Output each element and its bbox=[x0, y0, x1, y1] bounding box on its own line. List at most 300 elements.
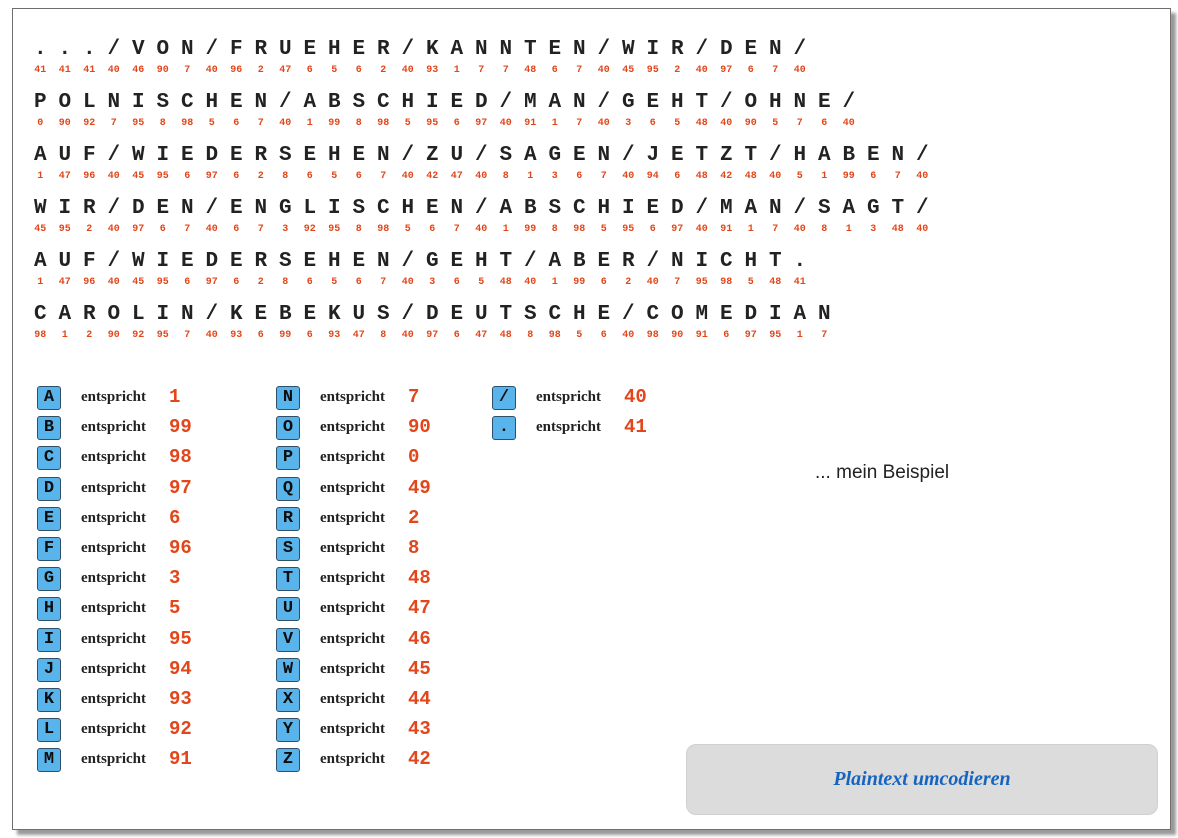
code-number: 6 bbox=[355, 277, 362, 288]
plain-char: E bbox=[646, 91, 660, 114]
cipher-token bbox=[273, 145, 298, 183]
cipher-token bbox=[175, 92, 200, 130]
letter-key: W bbox=[276, 658, 300, 682]
cipher-token bbox=[592, 145, 617, 183]
cipher-token bbox=[396, 39, 421, 77]
maps-to-label: entspricht bbox=[320, 449, 385, 465]
code-number: 90 bbox=[107, 330, 120, 341]
plain-char: / bbox=[768, 144, 782, 167]
cipher-token bbox=[861, 198, 886, 236]
plain-char: S bbox=[278, 144, 292, 167]
maps-to-label: entspricht bbox=[81, 540, 146, 556]
plain-char: / bbox=[499, 91, 513, 114]
plain-char: E bbox=[450, 250, 464, 273]
plain-char: / bbox=[621, 303, 635, 326]
cipher-token bbox=[690, 92, 715, 130]
cipher-token bbox=[494, 198, 519, 236]
maps-to-label: entspricht bbox=[320, 480, 385, 496]
cipher-token bbox=[837, 198, 862, 236]
code-number: 1 bbox=[845, 224, 852, 235]
maps-to-label: entspricht bbox=[320, 389, 385, 405]
code-number: 1 bbox=[821, 171, 828, 182]
cipher-token bbox=[812, 92, 837, 130]
cipher-token bbox=[77, 198, 102, 236]
code-number: 90 bbox=[58, 118, 71, 129]
plain-char: / bbox=[474, 197, 488, 220]
code-number: 8 bbox=[527, 330, 534, 341]
cipher-token bbox=[200, 145, 225, 183]
code-value: 97 bbox=[169, 477, 192, 499]
code-number: 6 bbox=[576, 171, 583, 182]
maps-to-label: entspricht bbox=[81, 661, 146, 677]
code-value: 43 bbox=[408, 718, 431, 740]
code-number: 92 bbox=[132, 330, 145, 341]
code-number: 5 bbox=[772, 118, 779, 129]
cipher-token bbox=[347, 304, 372, 342]
plain-char: / bbox=[107, 38, 121, 61]
cipher-token bbox=[126, 198, 151, 236]
cipher-token bbox=[126, 39, 151, 77]
plain-char: I bbox=[156, 303, 170, 326]
cipher-token bbox=[739, 304, 764, 342]
cipher-token bbox=[200, 304, 225, 342]
plain-char: R bbox=[82, 197, 96, 220]
code-number: 3 bbox=[625, 118, 632, 129]
plain-char: C bbox=[572, 197, 586, 220]
cipher-token bbox=[592, 251, 617, 289]
plain-char: I bbox=[768, 303, 782, 326]
plain-char: F bbox=[229, 38, 243, 61]
plain-char: R bbox=[376, 38, 390, 61]
maps-to-label: entspricht bbox=[536, 389, 601, 405]
code-number: 8 bbox=[380, 330, 387, 341]
code-number: 40 bbox=[205, 65, 218, 76]
cipher-token bbox=[249, 251, 274, 289]
plain-char: B bbox=[572, 250, 586, 273]
plain-char: H bbox=[572, 303, 586, 326]
cipher-token bbox=[690, 251, 715, 289]
cipher-token bbox=[714, 92, 739, 130]
cipher-token bbox=[273, 92, 298, 130]
plain-char: H bbox=[327, 144, 341, 167]
code-number: 6 bbox=[429, 224, 436, 235]
code-value: 41 bbox=[624, 416, 647, 438]
code-number: 8 bbox=[355, 224, 362, 235]
plain-char: Z bbox=[719, 144, 733, 167]
code-number: 6 bbox=[233, 118, 240, 129]
encoded-text bbox=[28, 39, 935, 357]
plain-char: E bbox=[425, 197, 439, 220]
code-number: 95 bbox=[769, 330, 782, 341]
code-number: 8 bbox=[355, 118, 362, 129]
plain-char: C bbox=[646, 303, 660, 326]
cipher-token bbox=[739, 198, 764, 236]
code-number: 7 bbox=[502, 65, 509, 76]
letter-key: G bbox=[37, 567, 61, 591]
cipher-token bbox=[788, 251, 813, 289]
code-number: 40 bbox=[769, 171, 782, 182]
plain-char: O bbox=[107, 303, 121, 326]
cipher-token bbox=[200, 251, 225, 289]
code-number: 40 bbox=[597, 118, 610, 129]
plain-char: / bbox=[107, 144, 121, 167]
code-number: 2 bbox=[86, 224, 93, 235]
cipher-token bbox=[469, 92, 494, 130]
cipher-token bbox=[420, 198, 445, 236]
code-number: 6 bbox=[355, 171, 362, 182]
cipher-token bbox=[322, 39, 347, 77]
plain-char: N bbox=[180, 303, 194, 326]
code-number: 40 bbox=[842, 118, 855, 129]
plain-char: . bbox=[33, 38, 47, 61]
code-number: 40 bbox=[695, 65, 708, 76]
plain-char: N bbox=[180, 38, 194, 61]
plain-char: / bbox=[205, 197, 219, 220]
code-number: 8 bbox=[502, 171, 509, 182]
plain-char: H bbox=[401, 91, 415, 114]
letter-key: . bbox=[492, 416, 516, 440]
code-number: 95 bbox=[426, 118, 439, 129]
code-value: 99 bbox=[169, 416, 192, 438]
code-number: 97 bbox=[205, 171, 218, 182]
code-number: 2 bbox=[257, 65, 264, 76]
code-number: 90 bbox=[671, 330, 684, 341]
code-number: 99 bbox=[279, 330, 292, 341]
code-number: 40 bbox=[646, 277, 659, 288]
plain-char: I bbox=[425, 91, 439, 114]
code-number: 1 bbox=[527, 171, 534, 182]
maps-to-label: entspricht bbox=[320, 631, 385, 647]
cipher-token bbox=[151, 145, 176, 183]
plain-char: D bbox=[205, 144, 219, 167]
encode-plaintext-button[interactable]: Plaintext umcodieren bbox=[686, 744, 1158, 815]
plain-char: H bbox=[793, 144, 807, 167]
letter-key: A bbox=[37, 386, 61, 410]
maps-to-label: entspricht bbox=[320, 540, 385, 556]
letter-key: Q bbox=[276, 477, 300, 501]
cipher-token bbox=[812, 198, 837, 236]
cipher-token bbox=[788, 304, 813, 342]
plain-char: U bbox=[352, 303, 366, 326]
code-value: 5 bbox=[169, 597, 181, 619]
plain-char: B bbox=[327, 91, 341, 114]
plain-char: N bbox=[572, 38, 586, 61]
plain-char: / bbox=[278, 91, 292, 114]
maps-to-label: entspricht bbox=[320, 510, 385, 526]
code-number: 98 bbox=[377, 224, 390, 235]
code-number: 45 bbox=[132, 277, 145, 288]
code-number: 6 bbox=[453, 330, 460, 341]
cipher-token bbox=[175, 198, 200, 236]
letter-key: I bbox=[37, 628, 61, 652]
letter-key: T bbox=[276, 567, 300, 591]
code-number: 98 bbox=[377, 118, 390, 129]
plain-char: S bbox=[548, 197, 562, 220]
code-value: 45 bbox=[408, 658, 431, 680]
code-number: 6 bbox=[870, 171, 877, 182]
plain-char: E bbox=[597, 303, 611, 326]
code-number: 6 bbox=[674, 171, 681, 182]
cipher-token bbox=[347, 145, 372, 183]
letter-key: N bbox=[276, 386, 300, 410]
plain-char: R bbox=[254, 250, 268, 273]
cipher-token bbox=[200, 198, 225, 236]
code-number: 6 bbox=[306, 330, 313, 341]
plain-char: I bbox=[156, 144, 170, 167]
cipher-token bbox=[714, 39, 739, 77]
cipher-token bbox=[788, 145, 813, 183]
maps-to-label: entspricht bbox=[320, 661, 385, 677]
code-number: 96 bbox=[230, 65, 243, 76]
cipher-token bbox=[445, 304, 470, 342]
code-number: 91 bbox=[524, 118, 537, 129]
code-number: 95 bbox=[132, 118, 145, 129]
plain-char: S bbox=[376, 303, 390, 326]
plain-char: T bbox=[768, 250, 782, 273]
code-number: 7 bbox=[184, 65, 191, 76]
code-value: 42 bbox=[408, 748, 431, 770]
code-number: 7 bbox=[380, 277, 387, 288]
code-number: 91 bbox=[720, 224, 733, 235]
plain-char: / bbox=[793, 38, 807, 61]
code-value: 47 bbox=[408, 597, 431, 619]
maps-to-label: entspricht bbox=[81, 570, 146, 586]
letter-key: K bbox=[37, 688, 61, 712]
plain-char: A bbox=[793, 303, 807, 326]
code-number: 6 bbox=[159, 224, 166, 235]
code-number: 99 bbox=[524, 224, 537, 235]
cipher-token bbox=[616, 304, 641, 342]
plain-char: E bbox=[229, 144, 243, 167]
cipher-token bbox=[298, 92, 323, 130]
plain-char: U bbox=[58, 250, 72, 273]
code-value: 48 bbox=[408, 567, 431, 589]
cipher-token bbox=[665, 39, 690, 77]
cipher-token bbox=[102, 145, 127, 183]
cipher-token bbox=[616, 39, 641, 77]
plain-char: T bbox=[523, 38, 537, 61]
code-number: 42 bbox=[720, 171, 733, 182]
cipher-token bbox=[273, 304, 298, 342]
plain-char: / bbox=[205, 303, 219, 326]
code-value: 3 bbox=[169, 567, 181, 589]
plain-char: I bbox=[646, 38, 660, 61]
cipher-token bbox=[543, 92, 568, 130]
plain-char: U bbox=[58, 144, 72, 167]
plain-char: S bbox=[523, 303, 537, 326]
plain-char: T bbox=[499, 303, 513, 326]
plain-char: B bbox=[278, 303, 292, 326]
code-number: 6 bbox=[233, 171, 240, 182]
plain-char: R bbox=[254, 144, 268, 167]
plain-char: E bbox=[352, 144, 366, 167]
plain-char: S bbox=[352, 197, 366, 220]
code-number: 97 bbox=[671, 224, 684, 235]
plain-char: D bbox=[474, 91, 488, 114]
plain-char: / bbox=[597, 38, 611, 61]
plain-char: / bbox=[597, 91, 611, 114]
cipher-token bbox=[249, 304, 274, 342]
plain-char: E bbox=[352, 250, 366, 273]
plain-char: H bbox=[327, 250, 341, 273]
plain-char: S bbox=[278, 250, 292, 273]
code-number: 40 bbox=[916, 171, 929, 182]
cipher-token bbox=[249, 145, 274, 183]
plain-char: E bbox=[229, 250, 243, 273]
plain-char: M bbox=[523, 91, 537, 114]
code-number: 48 bbox=[695, 171, 708, 182]
code-value: 2 bbox=[408, 507, 420, 529]
code-number: 40 bbox=[695, 224, 708, 235]
plain-char: L bbox=[303, 197, 317, 220]
cipher-token bbox=[175, 39, 200, 77]
code-number: 5 bbox=[576, 330, 583, 341]
code-value: 96 bbox=[169, 537, 192, 559]
code-number: 91 bbox=[695, 330, 708, 341]
code-number: 6 bbox=[257, 330, 264, 341]
plain-char: E bbox=[646, 197, 660, 220]
code-number: 1 bbox=[796, 330, 803, 341]
cipher-token bbox=[322, 92, 347, 130]
plain-char: M bbox=[695, 303, 709, 326]
code-number: 7 bbox=[600, 171, 607, 182]
plain-char: N bbox=[572, 91, 586, 114]
plain-char: H bbox=[401, 197, 415, 220]
plain-char: C bbox=[719, 250, 733, 273]
cipher-token bbox=[273, 39, 298, 77]
plain-char: N bbox=[254, 91, 268, 114]
cipher-token bbox=[371, 304, 396, 342]
plain-char: E bbox=[303, 250, 317, 273]
code-value: 44 bbox=[408, 688, 431, 710]
maps-to-label: entspricht bbox=[81, 600, 146, 616]
cipher-token bbox=[445, 92, 470, 130]
code-number: 48 bbox=[695, 118, 708, 129]
cipher-token bbox=[28, 251, 53, 289]
plain-char: H bbox=[768, 91, 782, 114]
cipher-token bbox=[126, 304, 151, 342]
cipher-token bbox=[469, 304, 494, 342]
code-number: 5 bbox=[747, 277, 754, 288]
code-number: 7 bbox=[796, 118, 803, 129]
code-number: 2 bbox=[380, 65, 387, 76]
cipher-token bbox=[763, 304, 788, 342]
cipher-token bbox=[494, 145, 519, 183]
maps-to-label: entspricht bbox=[320, 751, 385, 767]
plain-char: . bbox=[58, 38, 72, 61]
code-number: 90 bbox=[744, 118, 757, 129]
cipher-token bbox=[763, 92, 788, 130]
maps-to-label: entspricht bbox=[81, 449, 146, 465]
plain-char: J bbox=[646, 144, 660, 167]
code-number: 92 bbox=[83, 118, 96, 129]
code-number: 7 bbox=[772, 65, 779, 76]
plain-char: E bbox=[229, 91, 243, 114]
maps-to-label: entspricht bbox=[320, 721, 385, 737]
plain-char: / bbox=[695, 197, 709, 220]
plain-char: E bbox=[719, 303, 733, 326]
cipher-token bbox=[592, 39, 617, 77]
plain-char: M bbox=[719, 197, 733, 220]
code-number: 95 bbox=[622, 224, 635, 235]
plain-char: K bbox=[327, 303, 341, 326]
cipher-token bbox=[151, 198, 176, 236]
code-number: 97 bbox=[205, 277, 218, 288]
cipher-token bbox=[224, 304, 249, 342]
plain-char: F bbox=[82, 250, 96, 273]
cipher-token bbox=[371, 145, 396, 183]
code-number: 98 bbox=[646, 330, 659, 341]
code-number: 97 bbox=[132, 224, 145, 235]
plain-char: N bbox=[376, 250, 390, 273]
cipher-token bbox=[224, 39, 249, 77]
cipher-token bbox=[298, 198, 323, 236]
code-number: 3 bbox=[551, 171, 558, 182]
plain-char: A bbox=[499, 197, 513, 220]
plain-char: C bbox=[376, 91, 390, 114]
code-number: 6 bbox=[649, 118, 656, 129]
cipher-token bbox=[126, 251, 151, 289]
code-number: 6 bbox=[600, 330, 607, 341]
plain-char: N bbox=[670, 250, 684, 273]
cipher-token bbox=[53, 251, 78, 289]
maps-to-label: entspricht bbox=[320, 691, 385, 707]
plain-char: E bbox=[866, 144, 880, 167]
code-number: 40 bbox=[622, 330, 635, 341]
plain-char: S bbox=[499, 144, 513, 167]
plain-char: T bbox=[891, 197, 905, 220]
plain-char: A bbox=[33, 144, 47, 167]
maps-to-label: entspricht bbox=[81, 389, 146, 405]
maps-to-label: entspricht bbox=[320, 419, 385, 435]
cipher-token bbox=[910, 198, 935, 236]
cipher-token bbox=[396, 145, 421, 183]
cipher-token bbox=[690, 198, 715, 236]
cipher-token bbox=[763, 145, 788, 183]
plain-char: E bbox=[450, 303, 464, 326]
cipher-token bbox=[641, 145, 666, 183]
code-number: 95 bbox=[695, 277, 708, 288]
code-number: 98 bbox=[573, 224, 586, 235]
plain-char: K bbox=[425, 38, 439, 61]
plain-char: N bbox=[376, 144, 390, 167]
plain-char: / bbox=[915, 197, 929, 220]
plain-char: E bbox=[254, 303, 268, 326]
cipher-token bbox=[28, 145, 53, 183]
code-number: 7 bbox=[453, 224, 460, 235]
plain-char: I bbox=[621, 197, 635, 220]
maps-to-label: entspricht bbox=[81, 751, 146, 767]
plain-char: E bbox=[817, 91, 831, 114]
plain-char: / bbox=[646, 250, 660, 273]
plain-char: A bbox=[450, 38, 464, 61]
plain-char: E bbox=[303, 144, 317, 167]
letter-key: J bbox=[37, 658, 61, 682]
code-number: 6 bbox=[453, 118, 460, 129]
cipher-token bbox=[788, 198, 813, 236]
cipher-token bbox=[322, 251, 347, 289]
plain-char: N bbox=[768, 197, 782, 220]
code-number: 98 bbox=[720, 277, 733, 288]
cipher-token bbox=[690, 304, 715, 342]
maps-to-label: entspricht bbox=[81, 691, 146, 707]
code-number: 7 bbox=[576, 118, 583, 129]
plain-char: A bbox=[303, 91, 317, 114]
plain-char: G bbox=[866, 197, 880, 220]
cipher-token bbox=[151, 92, 176, 130]
code-number: 40 bbox=[401, 277, 414, 288]
letter-key: D bbox=[37, 477, 61, 501]
